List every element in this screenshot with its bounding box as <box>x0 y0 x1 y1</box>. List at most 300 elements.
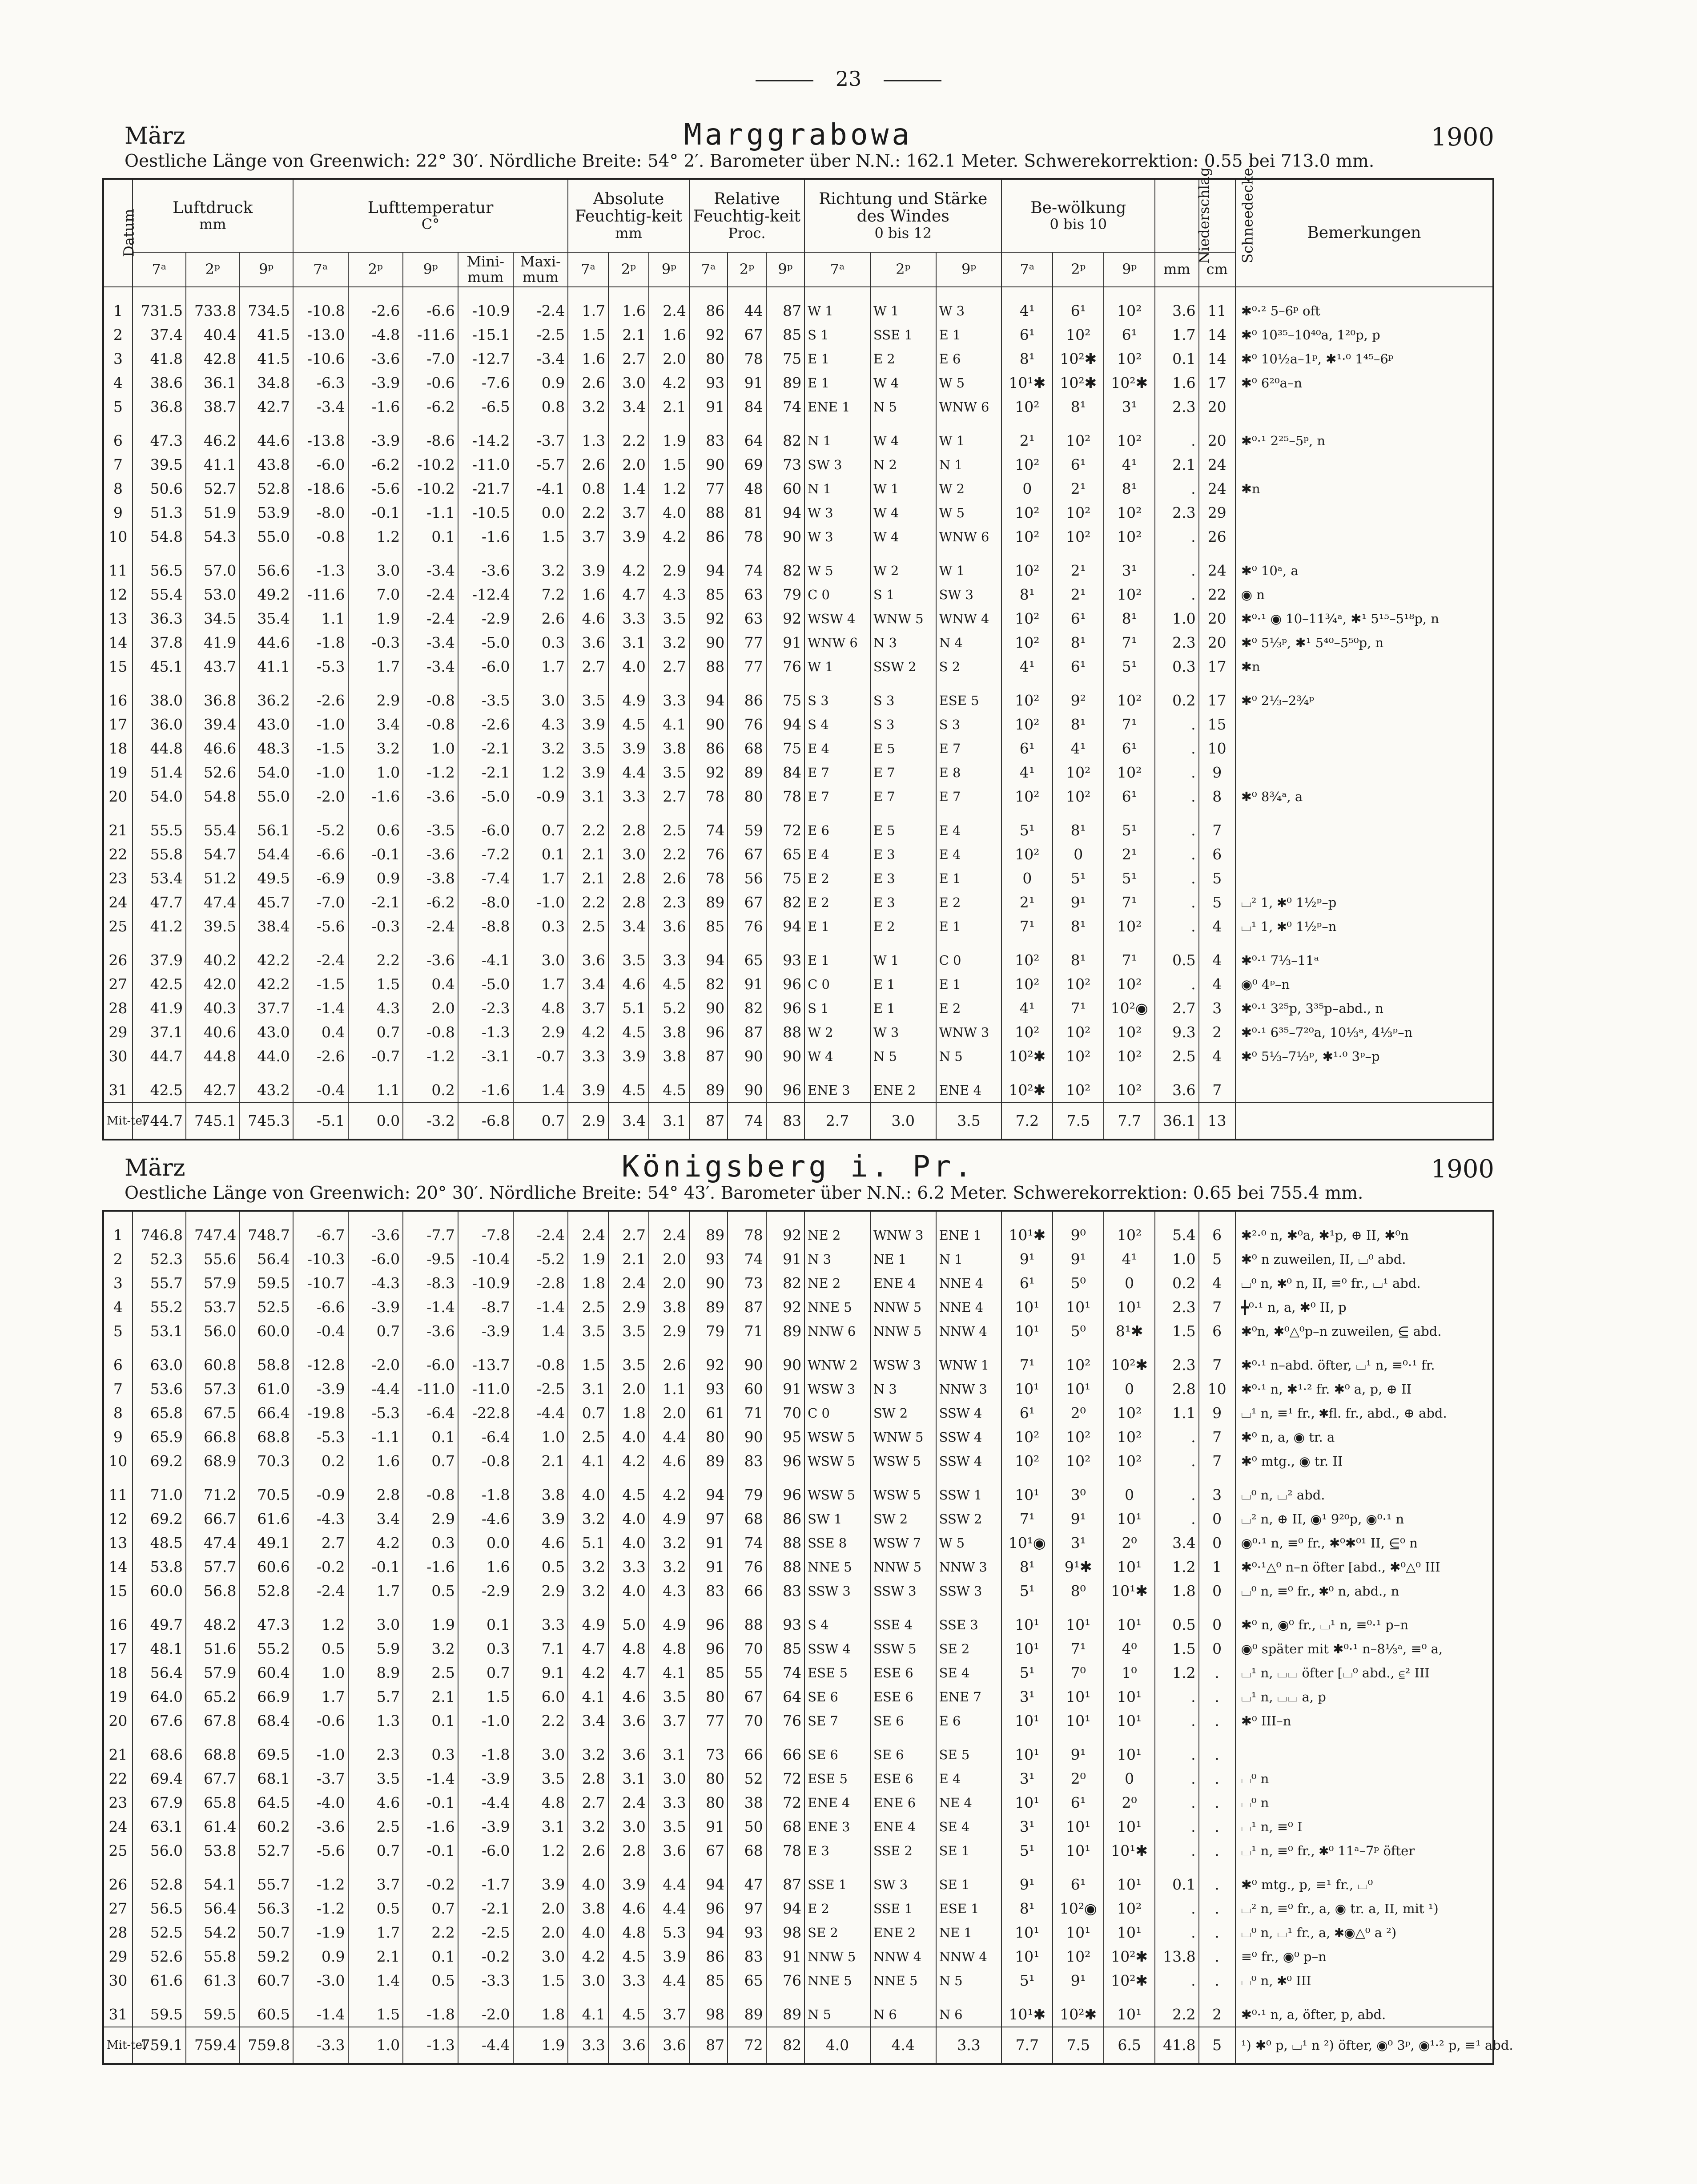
cell-temperature: -6.0 <box>458 809 513 842</box>
cell-temperature: 5.9 <box>348 1637 403 1661</box>
cell-rel-humidity: 60 <box>766 477 804 501</box>
cell-temperature: 0.1 <box>458 1603 513 1637</box>
cell-pressure: 52.7 <box>186 477 239 501</box>
cell-precipitation: 1.0 <box>1155 1247 1199 1271</box>
cell-abs-humidity: 5.0 <box>608 1603 649 1637</box>
cell-pressure: 56.1 <box>239 809 293 842</box>
cell-precipitation: . <box>1155 713 1199 737</box>
cell-pressure: 44.6 <box>239 419 293 453</box>
cell-temperature: 1.2 <box>513 761 568 785</box>
cell-temperature: -2.4 <box>293 939 348 972</box>
cell-snow-depth: 20 <box>1199 419 1235 453</box>
cell-abs-humidity: 2.2 <box>649 842 689 866</box>
cell-day: 4 <box>103 371 133 395</box>
cell-pressure: 54.4 <box>239 842 293 866</box>
cell-abs-humidity: 2.4 <box>608 1271 649 1295</box>
cell-rel-humidity: 94 <box>766 713 804 737</box>
cell-abs-humidity: 3.9 <box>608 737 649 761</box>
cell-abs-humidity: 3.4 <box>568 1709 608 1733</box>
cell-pressure: 34.5 <box>186 607 239 631</box>
cell-precipitation: . <box>1155 809 1199 842</box>
cell-wind: W 3 <box>870 1020 936 1044</box>
cell-abs-humidity: 3.6 <box>608 1709 649 1733</box>
cell-temperature: 1.7 <box>348 1921 403 1945</box>
cell-remarks: ✱⁰ III–n <box>1235 1709 1493 1733</box>
cell-cloud: 3¹ <box>1001 1767 1053 1791</box>
cell-temperature: -3.9 <box>458 1767 513 1791</box>
cell-temperature: -11.0 <box>403 1377 458 1401</box>
cell-rel-humidity: 63 <box>728 607 766 631</box>
cell-abs-humidity: 3.0 <box>568 1969 608 1993</box>
cell-pressure: 42.5 <box>133 1068 186 1103</box>
cell-temperature: 2.1 <box>513 1449 568 1473</box>
cell-rel-humidity: 82 <box>766 891 804 915</box>
cell-cloud: 2¹ <box>1053 477 1104 501</box>
cell-rel-humidity: 80 <box>689 1791 728 1815</box>
cell-temperature: -5.1 <box>293 1103 348 1140</box>
cell-cloud: 10² <box>1001 1449 1053 1473</box>
cell-wind: E 2 <box>804 866 870 891</box>
cell-wind: WSW 5 <box>804 1473 870 1507</box>
cell-rel-humidity: 78 <box>728 525 766 549</box>
sub-7a: 7ᵃ <box>1001 252 1053 287</box>
cell-abs-humidity: 2.2 <box>568 501 608 525</box>
cell-day: 25 <box>103 1839 133 1863</box>
cell-abs-humidity: 3.6 <box>649 915 689 939</box>
cell-rel-humidity: 91 <box>766 1377 804 1401</box>
cell-snow-depth: . <box>1199 1733 1235 1767</box>
cell-cloud: 7¹ <box>1001 1343 1053 1377</box>
cell-temperature: -4.0 <box>293 1791 348 1815</box>
cell-rel-humidity: 76 <box>766 1969 804 1993</box>
cell-abs-humidity: 1.6 <box>649 323 689 347</box>
cell-rel-humidity: 55 <box>728 1661 766 1685</box>
cell-temperature: 3.2 <box>513 737 568 761</box>
cell-rel-humidity: 90 <box>689 996 728 1020</box>
cell-rel-humidity: 67 <box>728 842 766 866</box>
cell-pressure: 60.0 <box>133 1579 186 1603</box>
cell-rel-humidity: 76 <box>728 915 766 939</box>
cell-wind: SE 7 <box>804 1709 870 1733</box>
cell-temperature: -1.6 <box>348 395 403 419</box>
cell-cloud: 10² <box>1104 1211 1155 1247</box>
cell-temperature: 1.9 <box>403 1603 458 1637</box>
cell-abs-humidity: 4.4 <box>649 1969 689 1993</box>
cell-rel-humidity: 38 <box>728 1791 766 1815</box>
cell-temperature: -10.9 <box>458 1271 513 1295</box>
cell-rel-humidity: 85 <box>689 583 728 607</box>
cell-pressure: 49.5 <box>239 866 293 891</box>
cell-pressure: 60.0 <box>239 1319 293 1343</box>
cell-abs-humidity: 2.4 <box>608 1791 649 1815</box>
cell-cloud: 10¹ <box>1001 1709 1053 1733</box>
cell-rel-humidity: 76 <box>689 842 728 866</box>
cell-cloud: 10¹◉ <box>1001 1531 1053 1555</box>
cell-abs-humidity: 2.3 <box>649 891 689 915</box>
cell-temperature: 0.7 <box>348 1319 403 1343</box>
cell-temperature: 1.5 <box>458 1685 513 1709</box>
cell-wind: SSW 3 <box>804 1579 870 1603</box>
cell-snow-depth: 9 <box>1199 761 1235 785</box>
cell-temperature: -3.3 <box>293 2027 348 2064</box>
cell-pressure: 42.2 <box>239 939 293 972</box>
cell-temperature: 0.1 <box>403 1425 458 1449</box>
cell-abs-humidity: 3.7 <box>568 996 608 1020</box>
station-section-koenigsberg <box>102 1149 1513 2065</box>
cell-snow-depth: . <box>1199 1863 1235 1897</box>
cell-rel-humidity: 88 <box>766 1555 804 1579</box>
sub-9p: 9ᵖ <box>1104 252 1155 287</box>
cell-temperature: 4.3 <box>513 713 568 737</box>
cell-snow-depth: 8 <box>1199 785 1235 809</box>
cell-temperature: -0.8 <box>403 1473 458 1507</box>
cell-abs-humidity: 3.4 <box>608 395 649 419</box>
cell-temperature: -1.4 <box>513 1295 568 1319</box>
cell-temperature: -10.2 <box>403 453 458 477</box>
cell-pressure: 51.9 <box>186 501 239 525</box>
cell-temperature: -1.9 <box>293 1921 348 1945</box>
cell-wind: E 1 <box>870 996 936 1020</box>
cell-temperature: -1.8 <box>458 1473 513 1507</box>
cell-rel-humidity: 70 <box>766 1401 804 1425</box>
cell-pressure: 41.5 <box>239 347 293 371</box>
cell-day: 6 <box>103 419 133 453</box>
cell-rel-humidity: 75 <box>766 679 804 713</box>
cell-precipitation: . <box>1155 1425 1199 1449</box>
cell-cloud: 5⁰ <box>1053 1319 1104 1343</box>
cell-pressure: 43.0 <box>239 713 293 737</box>
cell-temperature: -10.3 <box>293 1247 348 1271</box>
cell-precipitation: . <box>1155 1473 1199 1507</box>
cell-rel-humidity: 96 <box>766 1473 804 1507</box>
cell-abs-humidity: 1.4 <box>608 477 649 501</box>
cell-pressure: 37.9 <box>133 939 186 972</box>
cell-remarks: ◉⁰ 4ᵖ–n <box>1235 972 1493 996</box>
cell-pressure: 36.1 <box>186 371 239 395</box>
cell-wind: SE 1 <box>936 1839 1002 1863</box>
cell-rel-humidity: 96 <box>689 1020 728 1044</box>
cell-cloud: 8¹ <box>1053 395 1104 419</box>
cell-cloud: 10² <box>1104 525 1155 549</box>
cell-temperature: -14.2 <box>458 419 513 453</box>
cell-rel-humidity: 90 <box>728 1425 766 1449</box>
cell-day: 27 <box>103 972 133 996</box>
cell-remarks: ✱⁰·¹ 6³⁵–7²⁰a, 10⅓ᵃ, 4⅓ᵖ–n <box>1235 1020 1493 1044</box>
table-row <box>103 713 1493 737</box>
cell-abs-humidity: 3.6 <box>649 1839 689 1863</box>
cell-wind: ENE 4 <box>870 1271 936 1295</box>
cell-temperature: -6.6 <box>403 287 458 323</box>
cell-pressure: 52.3 <box>133 1247 186 1271</box>
cell-wind: W 1 <box>804 655 870 679</box>
table-row <box>103 891 1493 915</box>
table-row <box>103 549 1493 583</box>
cell-day: 16 <box>103 1603 133 1637</box>
cell-rel-humidity: 74 <box>728 1531 766 1555</box>
cell-precipitation: 1.1 <box>1155 1401 1199 1425</box>
cell-abs-humidity: 5.3 <box>649 1921 689 1945</box>
cell-cloud: 10²◉ <box>1053 1897 1104 1921</box>
cell-precipitation: 3.6 <box>1155 287 1199 323</box>
cell-temperature: -1.6 <box>403 1815 458 1839</box>
cell-abs-humidity: 4.2 <box>649 1473 689 1507</box>
cell-cloud: 10²◉ <box>1104 996 1155 1020</box>
cell-rel-humidity: 66 <box>728 1733 766 1767</box>
cell-pressure: 734.5 <box>239 287 293 323</box>
cell-pressure: 71.2 <box>186 1473 239 1507</box>
cell-rel-humidity: 89 <box>689 1295 728 1319</box>
cell-temperature: 0.7 <box>458 1661 513 1685</box>
table-row <box>103 1863 1493 1897</box>
cell-pressure: 55.4 <box>186 809 239 842</box>
cell-pressure: 55.5 <box>133 809 186 842</box>
cell-rel-humidity: 78 <box>689 866 728 891</box>
cell-abs-humidity: 3.4 <box>568 972 608 996</box>
cell-rel-humidity: 73 <box>766 453 804 477</box>
cell-wind: NNE 4 <box>936 1295 1002 1319</box>
cell-precipitation: 2.2 <box>1155 1993 1199 2027</box>
table-row <box>103 785 1493 809</box>
cell-temperature: -0.1 <box>403 1791 458 1815</box>
cell-precipitation: 0.5 <box>1155 1603 1199 1637</box>
cell-remarks: ✱⁰·¹ n–abd. öfter, ⌴¹ n, ≡⁰·¹ fr. <box>1235 1343 1493 1377</box>
cell-abs-humidity: 3.7 <box>568 525 608 549</box>
cell-temperature: -19.8 <box>293 1401 348 1425</box>
cell-abs-humidity: 3.5 <box>608 1343 649 1377</box>
cell-precipitation: 3.6 <box>1155 1068 1199 1103</box>
cell-pressure: 60.8 <box>186 1343 239 1377</box>
cell-pressure: 51.6 <box>186 1637 239 1661</box>
cell-cloud: 7¹ <box>1001 1507 1053 1531</box>
cell-temperature: 3.0 <box>348 1603 403 1637</box>
cell-rel-humidity: 78 <box>728 1211 766 1247</box>
cell-cloud: 6.5 <box>1104 2027 1155 2064</box>
cell-day: 15 <box>103 1579 133 1603</box>
cell-wind: WSW 3 <box>804 1377 870 1401</box>
cell-abs-humidity: 2.0 <box>608 453 649 477</box>
cell-abs-humidity: 4.5 <box>608 1945 649 1969</box>
cell-temperature: 0.1 <box>403 1709 458 1733</box>
cell-temperature: -1.8 <box>293 631 348 655</box>
weather-table <box>102 167 1494 1140</box>
cell-pressure: 68.8 <box>186 1733 239 1767</box>
cell-snow-depth: 17 <box>1199 679 1235 713</box>
cell-pressure: 54.8 <box>133 525 186 549</box>
cell-rel-humidity: 86 <box>689 737 728 761</box>
cell-precipitation: . <box>1155 1969 1199 1993</box>
mean-row <box>103 2027 1493 2064</box>
cell-remarks: ✱⁰n, ✱⁰△⁰p–n zuweilen, ⋸ abd. <box>1235 1319 1493 1343</box>
cell-temperature: 0.0 <box>513 501 568 525</box>
cell-day: 7 <box>103 1377 133 1401</box>
cell-temperature: 0.3 <box>403 1733 458 1767</box>
cell-abs-humidity: 3.3 <box>608 785 649 809</box>
cell-abs-humidity: 4.1 <box>568 1993 608 2027</box>
cell-abs-humidity: 1.5 <box>568 323 608 347</box>
cell-cloud: 9¹ <box>1001 1247 1053 1271</box>
cell-pressure: 53.1 <box>133 1319 186 1343</box>
cell-rel-humidity: 86 <box>766 1507 804 1531</box>
table-row <box>103 1839 1493 1863</box>
cell-temperature: -6.0 <box>293 453 348 477</box>
cell-cloud: 7.2 <box>1001 1103 1053 1140</box>
cell-abs-humidity: 4.0 <box>608 1425 649 1449</box>
cell-wind: C 0 <box>936 939 1002 972</box>
cell-cloud: 10² <box>1104 1020 1155 1044</box>
cell-cloud: 10¹ <box>1104 1733 1155 1767</box>
cell-day: 17 <box>103 1637 133 1661</box>
cell-temperature: -1.0 <box>513 891 568 915</box>
cell-cloud: 5¹ <box>1001 809 1053 842</box>
cell-snow-depth: 7 <box>1199 1295 1235 1319</box>
table-body <box>103 287 1493 1140</box>
cell-day: 8 <box>103 477 133 501</box>
cell-pressure: 36.3 <box>133 607 186 631</box>
cell-precipitation: 2.8 <box>1155 1377 1199 1401</box>
cell-remarks: ⌴⁰ n, ⌴¹ fr., a, ✱◉△⁰ a ²) <box>1235 1921 1493 1945</box>
cell-temperature: 0.4 <box>403 972 458 996</box>
cell-temperature: -2.9 <box>458 607 513 631</box>
cell-rel-humidity: 93 <box>689 1247 728 1271</box>
cell-day: 13 <box>103 607 133 631</box>
cell-remarks: ⌴⁰ n, ✱⁰ III <box>1235 1969 1493 1993</box>
cell-snow-depth: 9 <box>1199 1401 1235 1425</box>
cell-temperature: -1.1 <box>403 501 458 525</box>
cell-temperature: -2.1 <box>458 737 513 761</box>
cell-pressure: 43.0 <box>239 1020 293 1044</box>
cell-abs-humidity: 3.0 <box>649 1767 689 1791</box>
cell-abs-humidity: 2.0 <box>649 1401 689 1425</box>
cell-temperature: -5.7 <box>513 453 568 477</box>
cell-precipitation: . <box>1155 1709 1199 1733</box>
cell-cloud: 10¹ <box>1104 1921 1155 1945</box>
cell-remarks: ✱⁰ 2⅓–2¾ᵖ <box>1235 679 1493 713</box>
cell-temperature: 0.1 <box>403 525 458 549</box>
cell-temperature: -1.7 <box>458 1863 513 1897</box>
cell-pressure: 67.9 <box>133 1791 186 1815</box>
cell-cloud: 10¹ <box>1001 1295 1053 1319</box>
cell-precipitation: . <box>1155 1767 1199 1791</box>
cell-rel-humidity: 83 <box>728 1449 766 1473</box>
cell-day: 18 <box>103 737 133 761</box>
cell-cloud: 10²✱ <box>1104 1969 1155 1993</box>
cell-precipitation: 41.8 <box>1155 2027 1199 2064</box>
cell-pressure: 53.8 <box>133 1555 186 1579</box>
cell-day: 20 <box>103 1709 133 1733</box>
cell-wind: NNE 5 <box>804 1969 870 1993</box>
cell-abs-humidity: 2.1 <box>568 842 608 866</box>
cell-cloud: 10¹ <box>1104 1295 1155 1319</box>
cell-remarks <box>1235 1068 1493 1103</box>
cell-snow-depth: 20 <box>1199 395 1235 419</box>
cell-cloud: 7¹ <box>1104 631 1155 655</box>
cell-pressure: 61.0 <box>239 1377 293 1401</box>
cell-cloud: 8¹ <box>1001 583 1053 607</box>
cell-rel-humidity: 86 <box>689 287 728 323</box>
cell-abs-humidity: 4.0 <box>568 1863 608 1897</box>
cell-cloud: 10¹✱ <box>1001 1211 1053 1247</box>
cell-wind: E 4 <box>804 842 870 866</box>
cell-wind: NE 2 <box>804 1211 870 1247</box>
cell-abs-humidity: 4.4 <box>608 761 649 785</box>
cell-abs-humidity: 3.8 <box>649 1044 689 1068</box>
cell-abs-humidity: 2.0 <box>608 1377 649 1401</box>
cell-abs-humidity: 3.4 <box>608 1103 649 1140</box>
cell-temperature: 2.7 <box>293 1531 348 1555</box>
cell-wind: SSE 2 <box>870 1839 936 1863</box>
cell-temperature: 3.3 <box>513 1603 568 1637</box>
cell-temperature: 5.7 <box>348 1685 403 1709</box>
cell-wind: N 5 <box>870 395 936 419</box>
cell-abs-humidity: 3.3 <box>649 679 689 713</box>
cell-temperature: -11.6 <box>293 583 348 607</box>
cell-temperature: -0.7 <box>513 1044 568 1068</box>
cell-temperature: -2.4 <box>293 1579 348 1603</box>
cell-wind: E 7 <box>804 761 870 785</box>
cell-rel-humidity: 82 <box>766 419 804 453</box>
cell-temperature: -2.6 <box>458 713 513 737</box>
cell-remarks: ⌴¹ n, ≡¹ fr., ✱fl. fr., abd., ⊕ abd. <box>1235 1401 1493 1425</box>
cell-pressure: 36.0 <box>133 713 186 737</box>
table-row <box>103 453 1493 477</box>
cell-wind: E 1 <box>936 915 1002 939</box>
cell-rel-humidity: 74 <box>728 549 766 583</box>
cell-pressure: 52.5 <box>239 1295 293 1319</box>
cell-temperature: -7.4 <box>458 866 513 891</box>
cell-rel-humidity: 94 <box>689 679 728 713</box>
table-row <box>103 1425 1493 1449</box>
cell-cloud: 10² <box>1053 1044 1104 1068</box>
cell-wind: N 4 <box>936 631 1002 655</box>
cell-temperature: -3.9 <box>348 1295 403 1319</box>
cell-cloud: 10¹ <box>1104 1507 1155 1531</box>
cell-precipitation: . <box>1155 1815 1199 1839</box>
cell-pressure: 36.8 <box>133 395 186 419</box>
cell-temperature: -7.7 <box>403 1211 458 1247</box>
cell-wind: NE 4 <box>936 1791 1002 1815</box>
cell-cloud: 10¹ <box>1001 1473 1053 1507</box>
cell-day: 30 <box>103 1969 133 1993</box>
cell-rel-humidity: 87 <box>766 1863 804 1897</box>
cell-snow-depth: 4 <box>1199 1044 1235 1068</box>
cell-wind: SSE 1 <box>870 323 936 347</box>
cell-pressure: 38.4 <box>239 915 293 939</box>
cell-precipitation: 5.4 <box>1155 1211 1199 1247</box>
cell-cloud: 6¹ <box>1001 1271 1053 1295</box>
cell-remarks <box>1235 395 1493 419</box>
cell-abs-humidity: 2.7 <box>568 1791 608 1815</box>
cell-rel-humidity: 89 <box>689 1068 728 1103</box>
cell-abs-humidity: 2.1 <box>608 1247 649 1271</box>
cell-rel-humidity: 92 <box>766 607 804 631</box>
cell-temperature: 3.4 <box>348 713 403 737</box>
cell-abs-humidity: 3.7 <box>649 1709 689 1733</box>
cell-pressure: 50.6 <box>133 477 186 501</box>
cell-cloud: 10² <box>1104 287 1155 323</box>
cell-wind: SSE 8 <box>804 1531 870 1555</box>
cell-temperature: 2.9 <box>348 679 403 713</box>
cell-cloud: 5¹ <box>1001 1579 1053 1603</box>
cell-precipitation: 2.3 <box>1155 631 1199 655</box>
cell-snow-depth: 26 <box>1199 525 1235 549</box>
cell-abs-humidity: 4.5 <box>608 1068 649 1103</box>
cell-rel-humidity: 77 <box>689 477 728 501</box>
cell-cloud: 9¹ <box>1053 1969 1104 1993</box>
cell-snow-depth: . <box>1199 1921 1235 1945</box>
table-row <box>103 761 1493 785</box>
cell-wind: E 4 <box>804 737 870 761</box>
cell-abs-humidity: 2.7 <box>608 1211 649 1247</box>
